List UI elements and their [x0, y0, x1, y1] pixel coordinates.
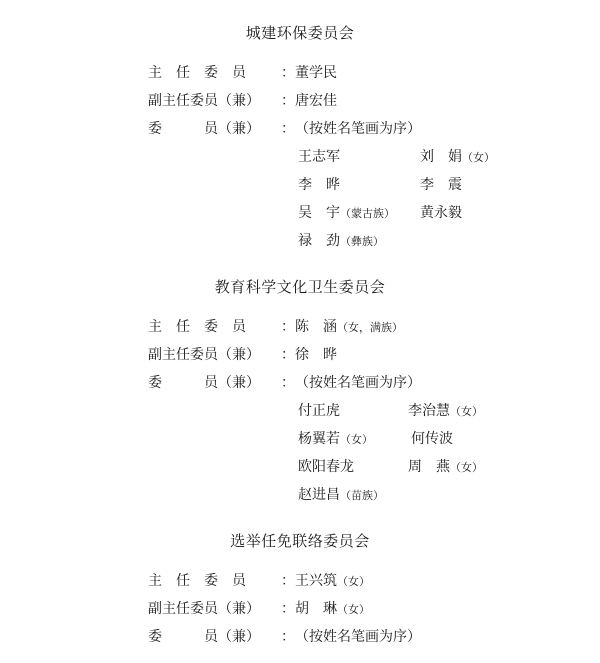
role-label: 主 任 委 员 [148, 573, 246, 589]
member [298, 148, 340, 167]
order-note: （按姓名笔画为序） [295, 121, 421, 137]
member [298, 430, 373, 449]
member [420, 176, 462, 195]
person-note: （女，满族） [337, 321, 403, 334]
member [408, 402, 483, 421]
colon: ： [281, 319, 295, 335]
member-note: （女） [340, 433, 373, 446]
member [420, 148, 495, 167]
member [298, 458, 354, 477]
section-title: 选举任免联络委员会 [230, 532, 370, 550]
person-name: 王兴筑 [295, 573, 337, 589]
section-title: 教育科学文化卫生委员会 [214, 278, 386, 296]
colon: ： [281, 347, 295, 363]
member [408, 458, 483, 477]
person-name: 陈 涵 [295, 319, 337, 335]
member-name: 杨翼若 [298, 431, 340, 447]
role-label: 主 任 委 员 [148, 319, 246, 335]
colon: ： [281, 65, 295, 81]
member-name: 李治慧 [408, 403, 450, 419]
member [411, 430, 453, 449]
role-label: 委 员（兼） [148, 375, 260, 391]
member-note: （苗族） [340, 489, 384, 502]
member [298, 204, 395, 223]
member-note: （蒙古族） [340, 207, 395, 220]
member [298, 486, 384, 505]
person-name: 唐宏佳 [295, 93, 337, 109]
member-note: （女） [450, 405, 483, 418]
role-label: 委 员（兼） [148, 121, 260, 137]
role-label: 副主任委员（兼） [148, 601, 260, 617]
member-note: （彝族） [340, 235, 384, 248]
role-label: 副主任委员（兼） [148, 347, 260, 363]
person-name: 徐 晔 [295, 347, 337, 363]
member-note: （女） [462, 151, 495, 164]
role-label: 主 任 委 员 [148, 65, 246, 81]
member-name: 李 晔 [298, 177, 340, 193]
colon: ： [281, 375, 295, 391]
member-note: （女） [450, 461, 483, 474]
role-label: 委 员（兼） [148, 629, 260, 645]
role-value [295, 346, 337, 365]
member [420, 204, 462, 223]
role-label: 副主任委员（兼） [148, 93, 260, 109]
member-name: 赵进昌 [298, 487, 340, 503]
colon: ： [281, 121, 295, 137]
person-note: （女） [337, 603, 370, 616]
member-name: 黄永毅 [420, 205, 462, 221]
member [298, 232, 384, 251]
role-value [295, 318, 403, 337]
role-value [295, 572, 370, 591]
member-name: 周 燕 [408, 459, 450, 475]
role-value [295, 600, 370, 619]
order-note: （按姓名笔画为序） [295, 375, 421, 391]
role-value [295, 628, 421, 647]
person-name: 董学民 [295, 65, 337, 81]
colon: ： [281, 629, 295, 645]
colon: ： [281, 601, 295, 617]
member-name: 欧阳春龙 [298, 459, 354, 475]
member-name: 王志军 [298, 149, 340, 165]
person-note: （女） [337, 575, 370, 588]
member [298, 402, 340, 421]
role-value [295, 64, 337, 83]
member-name: 付正虎 [298, 403, 340, 419]
section-title: 城建环保委员会 [245, 24, 355, 42]
member-name: 李 震 [420, 177, 462, 193]
order-note: （按姓名笔画为序） [295, 629, 421, 645]
member-name: 刘 娟 [420, 149, 462, 165]
member-name: 何传波 [411, 431, 453, 447]
colon: ： [281, 573, 295, 589]
person-name: 胡 琳 [295, 601, 337, 617]
role-value [295, 92, 337, 111]
role-value [295, 374, 421, 393]
colon: ： [281, 93, 295, 109]
member-name: 禄 劲 [298, 233, 340, 249]
member [298, 176, 340, 195]
member-name: 吴 宇 [298, 205, 340, 221]
role-value [295, 120, 421, 139]
